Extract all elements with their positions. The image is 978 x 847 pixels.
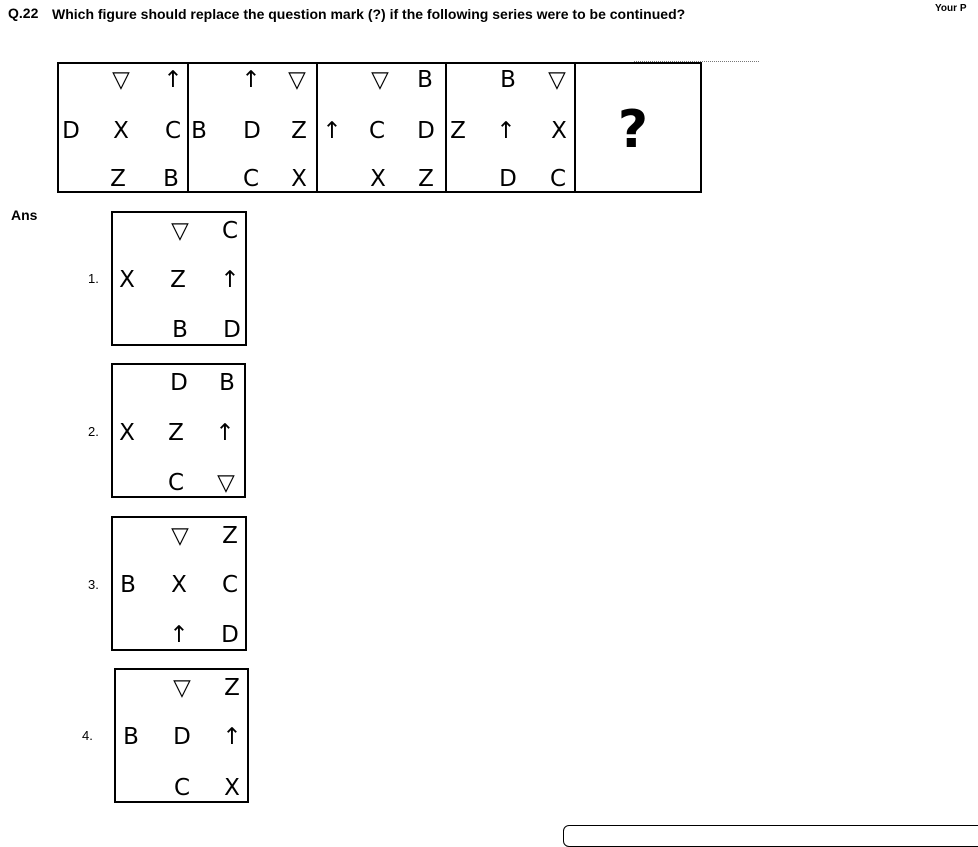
- glyph: X: [113, 118, 129, 144]
- glyph: ↑: [496, 118, 516, 144]
- glyph: ▽: [371, 67, 389, 93]
- glyph: D: [170, 370, 188, 396]
- glyph: X: [171, 572, 187, 598]
- glyph: B: [500, 67, 516, 93]
- glyph: ▽: [171, 218, 189, 244]
- glyph: D: [417, 118, 435, 144]
- option-1-figure[interactable]: [111, 211, 247, 346]
- glyph: Z: [222, 523, 238, 549]
- glyph: C: [549, 166, 567, 192]
- glyph: D: [223, 317, 241, 343]
- glyph: B: [120, 572, 136, 598]
- glyph: B: [417, 67, 433, 93]
- glyph: X: [224, 775, 240, 801]
- glyph: X: [119, 267, 135, 293]
- option-2-figure[interactable]: [111, 363, 246, 498]
- series-figure-2: [187, 64, 316, 191]
- glyph: Z: [291, 118, 307, 144]
- glyph: C: [368, 118, 386, 144]
- option-4-figure[interactable]: [114, 668, 249, 803]
- answer-label: Ans: [11, 207, 38, 223]
- option-1-label: 1.: [88, 271, 99, 286]
- glyph: B: [219, 370, 235, 396]
- glyph: ▽: [173, 675, 191, 701]
- option-4-label: 4.: [82, 728, 93, 743]
- glyph: Z: [168, 420, 184, 446]
- glyph: B: [191, 118, 207, 144]
- glyph: C: [173, 775, 191, 801]
- divider: [574, 64, 576, 191]
- glyph: ↑: [222, 724, 242, 750]
- glyph: C: [221, 572, 239, 598]
- glyph: ↑: [169, 622, 189, 648]
- glyph: ↑: [220, 267, 240, 293]
- glyph: ↑: [241, 67, 261, 93]
- question-mark: ?: [617, 100, 649, 160]
- option-2-label: 2.: [88, 424, 99, 439]
- glyph: ↑: [215, 420, 235, 446]
- glyph: Z: [110, 166, 126, 192]
- glyph: D: [499, 166, 517, 192]
- question-number: Q.22: [8, 5, 39, 21]
- glyph: B: [163, 166, 179, 192]
- glyph: D: [243, 118, 261, 144]
- glyph: ▽: [171, 523, 189, 549]
- glyph: Z: [450, 118, 466, 144]
- glyph: ▽: [288, 67, 306, 93]
- glyph: D: [62, 118, 80, 144]
- footer-panel-edge: [563, 825, 978, 847]
- series-figure-1: [59, 64, 187, 191]
- glyph: ▽: [548, 67, 566, 93]
- option-3-figure[interactable]: [111, 516, 247, 651]
- glyph: D: [221, 622, 239, 648]
- dotted-line: [634, 61, 759, 62]
- glyph: C: [221, 218, 239, 244]
- glyph: ▽: [112, 67, 130, 93]
- glyph: C: [167, 470, 185, 496]
- glyph: C: [164, 118, 182, 144]
- glyph: B: [172, 317, 188, 343]
- glyph: X: [291, 166, 307, 192]
- glyph: ▽: [217, 470, 235, 496]
- glyph: ↑: [163, 67, 183, 93]
- option-3-label: 3.: [88, 577, 99, 592]
- glyph: B: [123, 724, 139, 750]
- question-text: Which figure should replace the question mark (?) if the following series were to be continued?: [52, 6, 686, 22]
- glyph: X: [370, 166, 386, 192]
- series-figure-4: [445, 64, 574, 191]
- glyph: Z: [418, 166, 434, 192]
- glyph: C: [242, 166, 260, 192]
- glyph: Z: [170, 267, 186, 293]
- glyph: Z: [224, 675, 240, 701]
- series-figure-3: [316, 64, 445, 191]
- glyph: X: [119, 420, 135, 446]
- glyph: ↑: [322, 118, 342, 144]
- corner-text: Your P: [935, 3, 967, 14]
- glyph: D: [173, 724, 191, 750]
- problem-series: [57, 62, 702, 193]
- glyph: X: [551, 118, 567, 144]
